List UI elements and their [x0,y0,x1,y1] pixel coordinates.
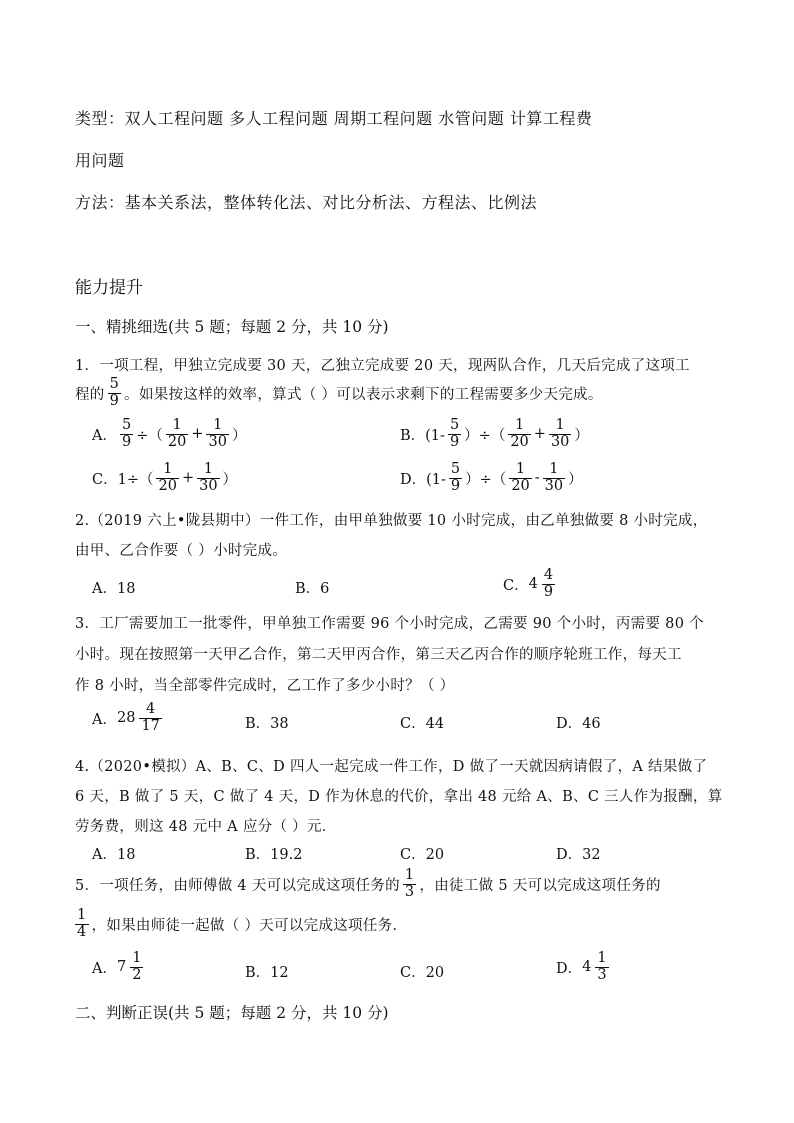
q4-option-b[interactable]: B．19.2 [245,847,303,863]
q3-option-b[interactable]: B．38 [245,716,289,732]
q2-option-b[interactable]: B．6 [295,581,330,597]
q4-option-c[interactable]: C．20 [400,847,445,863]
q3-line3: 作 8 小时，当全部零件完成时，乙工作了多少小时？（ ） [75,678,455,694]
q2-option-a[interactable]: A．18 [92,581,136,597]
q1-option-d[interactable]: D．(1- $\frac{5}{9}$ ）÷（ $\frac{1}{20}$ - $\frac{1}{30}$ ） [400,461,583,494]
q4-line3: 劳务费，则这 48 元中 A 应分（ ）元． [75,819,337,835]
q3-option-d[interactable]: D．46 [556,716,601,732]
q1-line1: 1．一项工程，甲独立完成要 30 天，乙独立完成要 20 天，现两队合作，几天后完成了这项工 [75,358,690,374]
q5-line2: $\frac{1}{4}$ ，如果由师徒一起做（ ）天可以完成这项任务． [77,907,408,940]
types-line2: 用问题 [75,151,125,170]
methods-line: 方法：基本关系法，整体转化法、对比分析法、方程法、比例法 [75,193,538,212]
q1-option-b[interactable]: B．(1- $\frac{5}{9}$ ）÷（ $\frac{1}{20}$ + $\frac{1}{30}$ ） [400,417,589,450]
section-title-1: 一、精挑细选(共 5 题；每题 2 分，共 10 分) [75,318,389,336]
section-title-2: 二、判断正误(共 5 题；每题 2 分，共 10 分) [75,1004,389,1022]
q1-line2: 程的 $\frac{5}{9}$ 。如果按这样的效率，算式（ ）可以表示求剩下的工程需要多少天完成。 [75,376,603,409]
q1-fraction: $\frac{5}{9}$ [109,376,120,409]
q5-fraction-2: $\frac{1}{4}$ [77,907,87,940]
q3-line2: 小时。现在按照第一天甲乙合作，第二天甲丙合作，第三天乙丙合作的顺序轮班工作，每天工 [75,647,682,663]
q1-option-c[interactable]: C．1÷（ $\frac{1}{20}$ + $\frac{1}{30}$ ） [92,461,238,494]
q4-line2: 6 天，B 做了 5 天，C 做了 4 天，D 作为休息的代价，拿出 48 元给 A、B、C 三人作为报酬，算 [75,789,723,805]
q3-line1: 3．工厂需要加工一批零件，甲单独工作需要 96 个小时完成，乙需要 90 个小时，丙需要 80 个 [75,616,704,632]
q1-option-a[interactable]: A． $\frac{5}{9}$ ÷（ $\frac{1}{20}$ + $\frac{1}{30}$ ） [92,417,247,450]
q2-line1: 2.（2019 六上•陇县期中）一件工作，由甲单独做要 10 小时完成，由乙单独做要 8 小时完成， [75,513,708,529]
types-line1: 类型：双人工程问题 多人工程问题 周期工程问题 水管问题 计算工程费 [75,109,593,128]
q4-line1: 4.（2020•模拟）A、B、C、D 四人一起完成一件工作，D 做了一天就因病请假了，A 结果做了 [75,759,708,775]
q3-option-a[interactable]: A． 28 $\frac{4}{17}$ [92,701,160,734]
q5-fraction-1: $\frac{1}{3}$ [404,867,415,900]
q5-option-b[interactable]: B．12 [245,965,289,981]
q2-option-c[interactable]: C． 4 $\frac{4}{9}$ [503,567,554,600]
q5-option-a[interactable]: A． 7 $\frac{1}{2}$ [92,950,142,983]
q5-option-d[interactable]: D． 4 $\frac{1}{3}$ [556,950,607,983]
q2-line2: 由甲、乙合作要（ ）小时完成。 [75,543,288,559]
q5-line1: 5．一项任务，由师傅做 4 天可以完成这项任务的 $\frac{1}{3}$ ，由徒工做 5 天可以完成这项任务的 [75,867,661,900]
q4-option-a[interactable]: A．18 [92,847,136,863]
page-heading: 能力提升 [75,278,143,298]
q5-option-c[interactable]: C．20 [400,965,445,981]
q4-option-d[interactable]: D．32 [556,847,601,863]
q3-option-c[interactable]: C．44 [400,716,445,732]
